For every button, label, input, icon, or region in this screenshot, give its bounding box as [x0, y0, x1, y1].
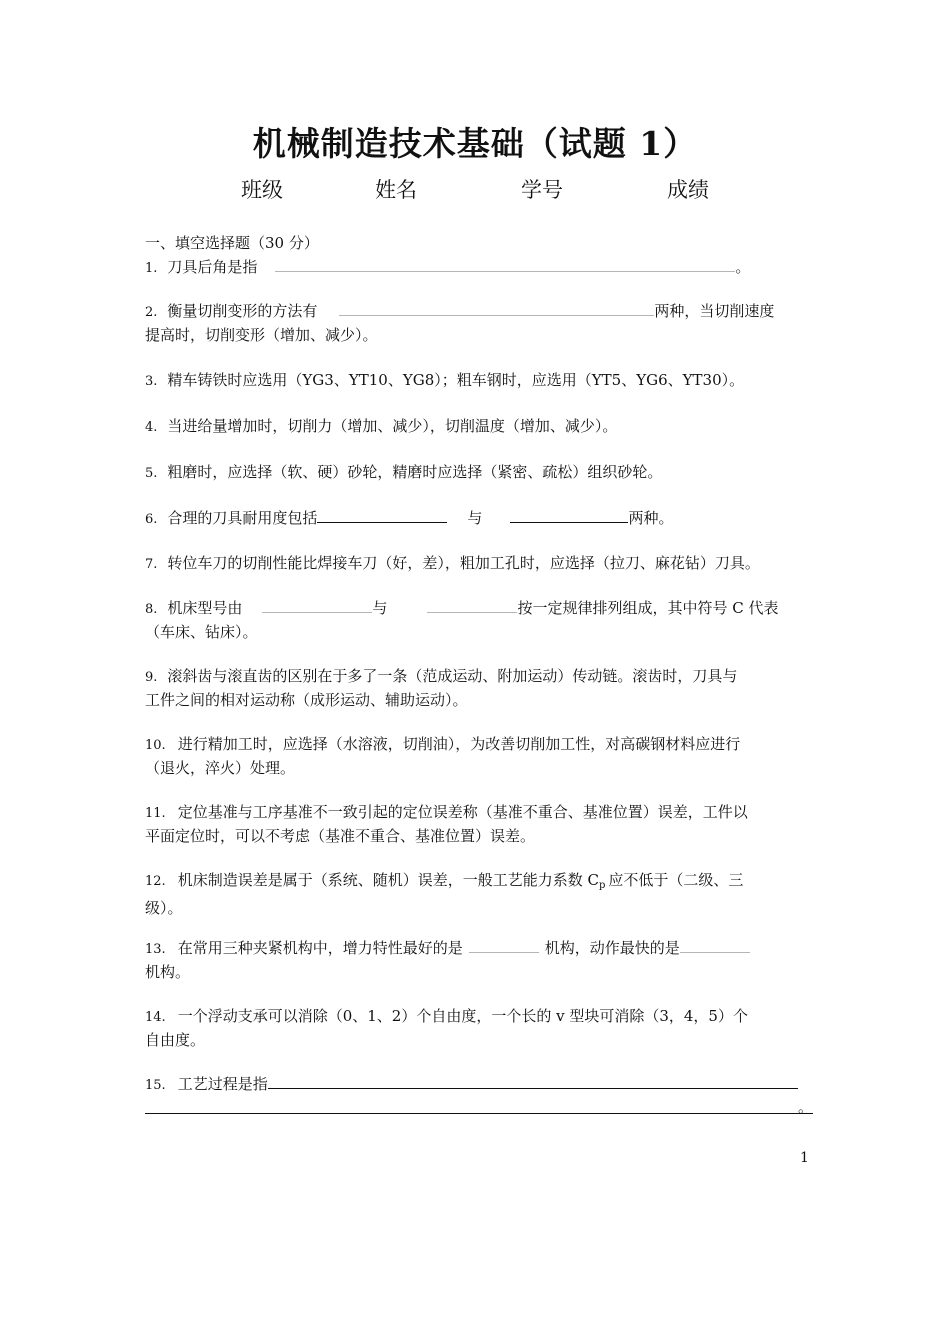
question-number: 14. — [145, 1010, 166, 1025]
question-number: 12. — [145, 874, 166, 889]
answer-blank[interactable] — [268, 1088, 798, 1089]
question-number: 2. — [145, 305, 158, 320]
answer-blank[interactable] — [427, 612, 517, 613]
question-number: 8. — [145, 602, 158, 617]
answer-blank[interactable] — [317, 522, 447, 523]
question-number: 11. — [145, 806, 166, 821]
answer-blank[interactable] — [680, 952, 750, 953]
question-number: 13. — [145, 942, 166, 957]
question-5: 5. 粗磨时，应选择（软、硬）砂轮，精磨时应选择（紧密、疏松）组织砂轮。 — [145, 461, 813, 485]
question-13: 13. 在常用三种夹紧机构中，增力特性最好的是 机构，动作最快的是 机构。 — [145, 937, 813, 984]
question-15: 15. 工艺过程是指 — [145, 1073, 813, 1097]
question-14: 14. 一个浮动支承可以消除（0、1、2）个自由度，一个长的 v 型块可消除（3，4，5）个 自由度。 — [145, 1007, 748, 1049]
answer-blank[interactable] — [510, 522, 628, 523]
question-number: 10. — [145, 738, 166, 753]
question-12: 12. 机床制造误差是属于（系统、随机）误差，一般工艺能力系数 $C_p$ 应不低于（二级、三 级）。 — [145, 871, 744, 917]
section-heading: 一、填空选择题（30 分） — [145, 234, 319, 252]
question-6: 6. 合理的刀具耐用度包括 与 两种。 — [145, 507, 813, 531]
question-2: 2. 衡量切削变形的方法有 两种，当切削速度 提高时，切削变形（增加、减少）。 — [145, 302, 775, 344]
page-title: 机械制造技术基础（试题 1） — [252, 124, 698, 163]
answer-blank[interactable] — [262, 612, 372, 613]
question-number: 1. — [145, 261, 158, 276]
question-number: 7. — [145, 557, 158, 572]
class-label: 班级 — [241, 178, 283, 202]
question-9: 9. 滚斜齿与滚直齿的区别在于多了一条（范成运动、附加运动）传动链。滚齿时，刀具与 工件之间的相对运动称（成形运动、辅助运动）。 — [145, 667, 738, 709]
name-label: 姓名 — [375, 178, 417, 202]
question-1: 1. 刀具后角是指 。 — [145, 256, 813, 280]
score-label: 成绩 — [667, 178, 709, 202]
question-number: 15. — [145, 1078, 166, 1093]
question-number: 6. — [145, 512, 158, 527]
student-id-label: 学号 — [521, 178, 563, 202]
question-11: 11. 定位基准与工序基准不一致引起的定位误差称（基准不重合、基准位置）误差，工件以 平面定位时，可以不考虑（基准不重合、基准位置）误差。 — [145, 803, 748, 845]
period-mark: 。 — [798, 1098, 814, 1116]
question-number: 4. — [145, 420, 158, 435]
question-number: 9. — [145, 670, 158, 685]
answer-blank[interactable] — [275, 271, 735, 272]
question-8: 8. 机床型号由 与 按一定规律排列组成，其中符号 C 代表 （车床、钻床）。 — [145, 599, 779, 641]
question-number: 5. — [145, 466, 158, 481]
question-3: 3. 精车铸铁时应选用（YG3、YT10、YG8）；粗车钢时，应选用（YT5、YG6、YT30）。 — [145, 369, 813, 393]
question-10: 10. 进行精加工时，应选择（水溶液，切削油），为改善切削加工性，对高碳钢材料应进行 （退火，淬火）处理。 — [145, 735, 741, 777]
question-4: 4. 当进给量增加时，切削力（增加、减少），切削温度（增加、减少）。 — [145, 415, 813, 439]
question-number: 3. — [145, 374, 158, 389]
answer-line[interactable] — [145, 1113, 813, 1114]
answer-blank[interactable] — [339, 315, 654, 316]
page-number: 1 — [800, 1150, 809, 1166]
answer-blank[interactable] — [469, 952, 539, 953]
question-7: 7. 转位车刀的切削性能比焊接车刀（好，差），粗加工孔时，应选择（拉刀、麻花钻）刀具。 — [145, 552, 813, 576]
